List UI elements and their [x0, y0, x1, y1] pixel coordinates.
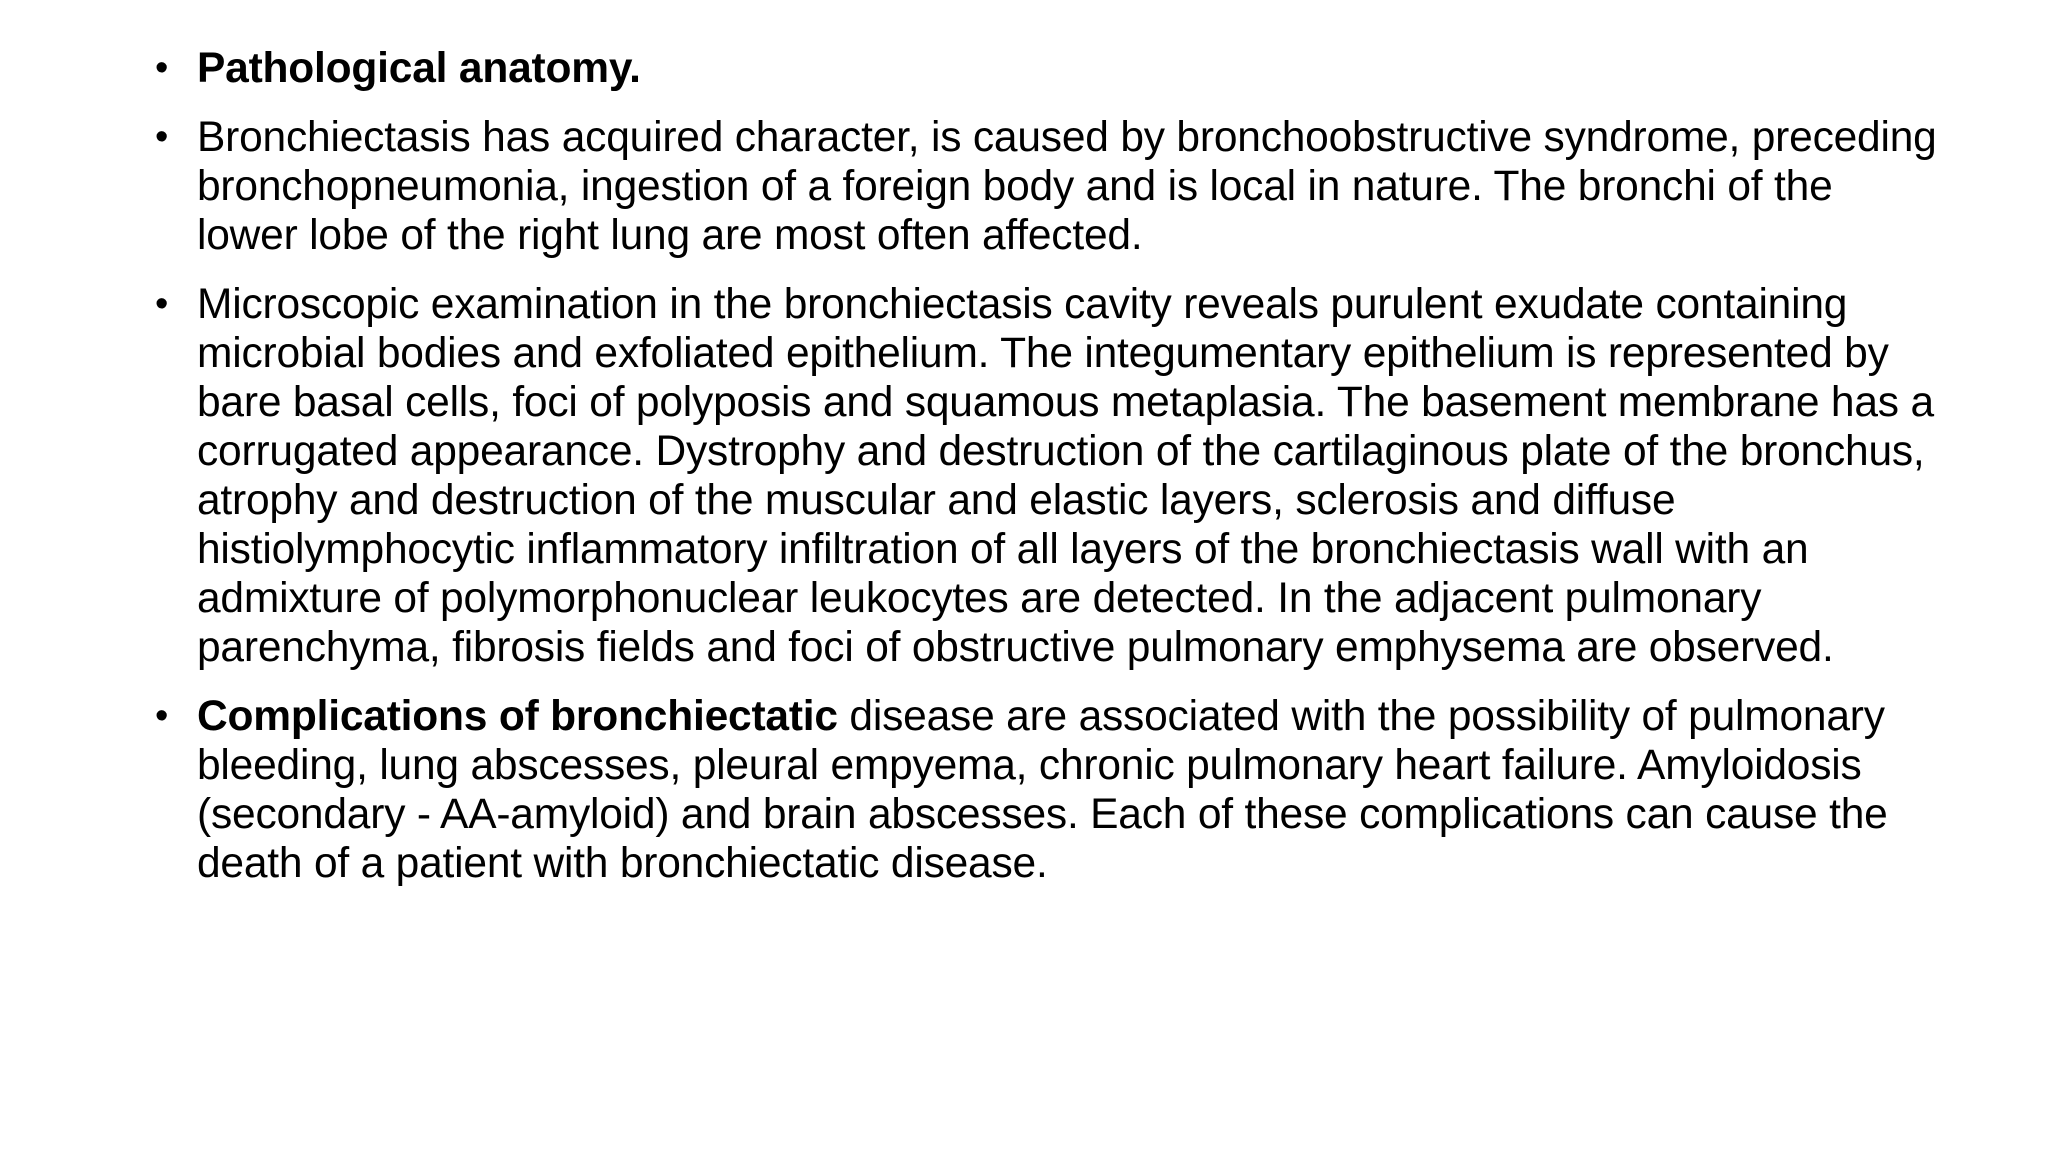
- bullet-icon: •: [155, 695, 169, 737]
- bullet-item-3: [150, 280, 1940, 672]
- bullet-item-1: [150, 44, 1940, 93]
- bullet-item-2: [150, 113, 1940, 260]
- bullet-4-text: disease are associated with the possibility of pulmonary bleeding, lung abscesses, pleural empyema, chronic pulmonary heart failure. Amyloidosis (secondary - AA-amyloid) and brain abscesses. Each of these complications can cause the death of a patient with bronchiectatic disease.: [197, 693, 1888, 887]
- bullet-1-bold-text: Pathological anatomy.: [197, 45, 641, 92]
- bullet-item-4: [150, 692, 1940, 888]
- bullet-list: [150, 44, 1940, 908]
- bullet-icon: •: [155, 47, 169, 89]
- bullet-icon: •: [155, 116, 169, 158]
- bullet-icon: •: [155, 283, 169, 325]
- bullet-2-text: Bronchiectasis has acquired character, is caused by bronchoobstructive syndrome, preceding bronchopneumonia, ingestion of a foreign body and is local in nature. The bronchi of the lower lobe of the right lung are most often affected.: [197, 114, 1937, 259]
- bullet-4-bold-text: Complications of bronchiectatic: [197, 693, 838, 740]
- bullet-3-text: Microscopic examination in the bronchiectasis cavity reveals purulent exudate containing microbial bodies and exfoliated epithelium. The integumentary epithelium is represented by bare basal cells, foci of polyposis and squamous metaplasia. The basement membrane has a corrugated appearance. Dystrophy and destruction of the cartilaginous plate of the bronchus, atrophy and destruction of the muscular and elastic layers, sclerosis and diffuse histiolymphocytic inflammatory infiltration of all layers of the bronchiectasis wall with an admixture of polymorphonuclear leukocytes are detected. In the adjacent pulmonary parenchyma, fibrosis fields and foci of obstructive pulmonary emphysema are observed.: [197, 281, 1934, 671]
